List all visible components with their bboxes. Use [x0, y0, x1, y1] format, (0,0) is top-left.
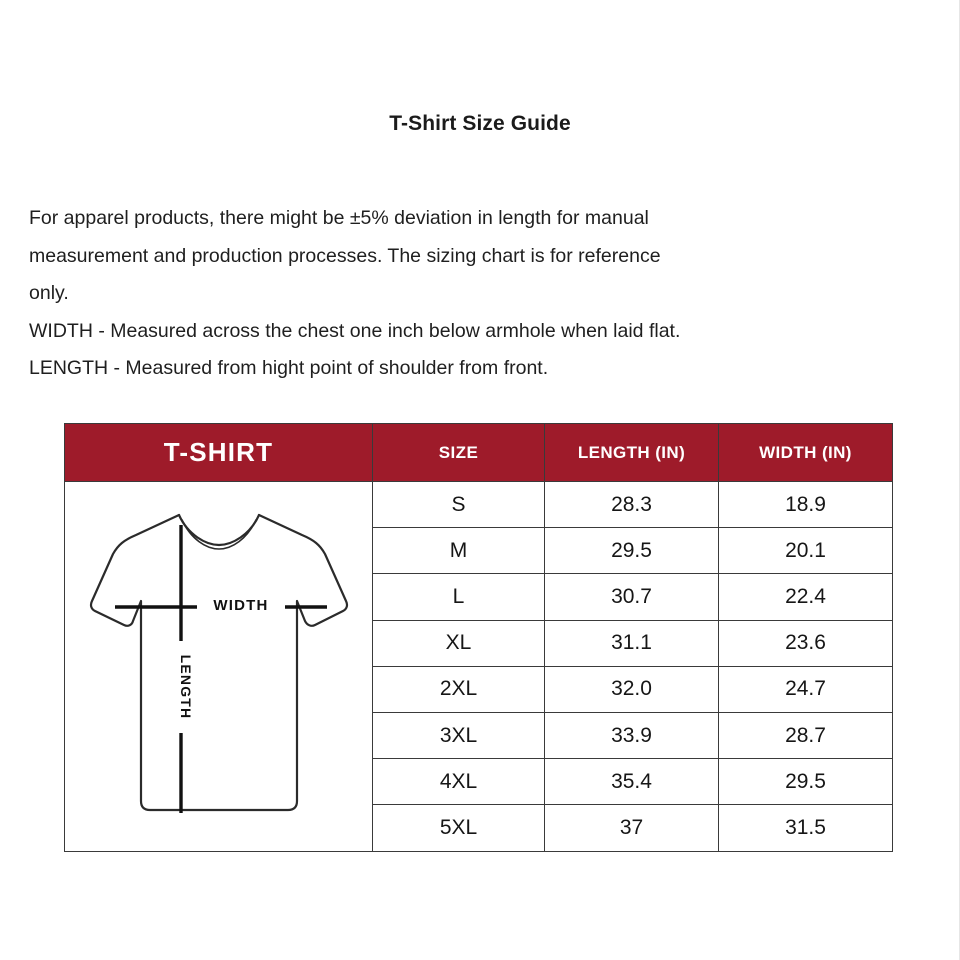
cell-size: M [373, 528, 545, 574]
diagram-length-label: LENGTH [177, 654, 194, 720]
cell-width: 29.5 [719, 759, 893, 805]
column-header-length: LENGTH (IN) [545, 424, 719, 482]
cell-length: 28.3 [545, 482, 719, 528]
cell-size: L [373, 574, 545, 620]
cell-width: 20.1 [719, 528, 893, 574]
cell-width: 18.9 [719, 482, 893, 528]
cell-size: 5XL [373, 805, 545, 851]
cell-size: XL [373, 620, 545, 666]
cell-width: 22.4 [719, 574, 893, 620]
column-header-size: SIZE [373, 424, 545, 482]
cell-size: S [373, 482, 545, 528]
cell-width: 28.7 [719, 712, 893, 758]
column-header-width: WIDTH (IN) [719, 424, 893, 482]
brand-header: T-SHIRT [65, 424, 373, 482]
cell-size: 4XL [373, 759, 545, 805]
intro-line-1: For apparel products, there might be ±5% deviation in length for manual [29, 207, 649, 229]
cell-length: 30.7 [545, 574, 719, 620]
intro-line-3: only. [29, 282, 69, 304]
tshirt-icon [84, 501, 354, 831]
size-table [64, 423, 893, 852]
table-row [65, 482, 893, 528]
cell-length: 29.5 [545, 528, 719, 574]
intro-line-4: WIDTH - Measured across the chest one inch below armhole when laid flat. [29, 319, 681, 342]
cell-length: 37 [545, 805, 719, 851]
cell-width: 23.6 [719, 620, 893, 666]
page-title: T-Shirt Size Guide [389, 112, 571, 135]
intro-line-5: LENGTH - Measured from hight point of shoulder from front. [29, 357, 549, 379]
table-header-row [65, 424, 893, 482]
cell-width: 24.7 [719, 666, 893, 712]
cell-length: 35.4 [545, 759, 719, 805]
size-table-wrapper [64, 423, 892, 852]
tshirt-diagram [65, 482, 372, 851]
tshirt-diagram-cell [65, 482, 373, 852]
cell-length: 31.1 [545, 620, 719, 666]
cell-length: 33.9 [545, 712, 719, 758]
intro-text [29, 200, 909, 388]
cell-size: 2XL [373, 666, 545, 712]
cell-length: 32.0 [545, 666, 719, 712]
cell-width: 31.5 [719, 805, 893, 851]
cell-size: 3XL [373, 712, 545, 758]
diagram-width-label: WIDTH [212, 597, 269, 615]
intro-line-2: measurement and production processes. The sizing chart is for reference [29, 244, 661, 267]
